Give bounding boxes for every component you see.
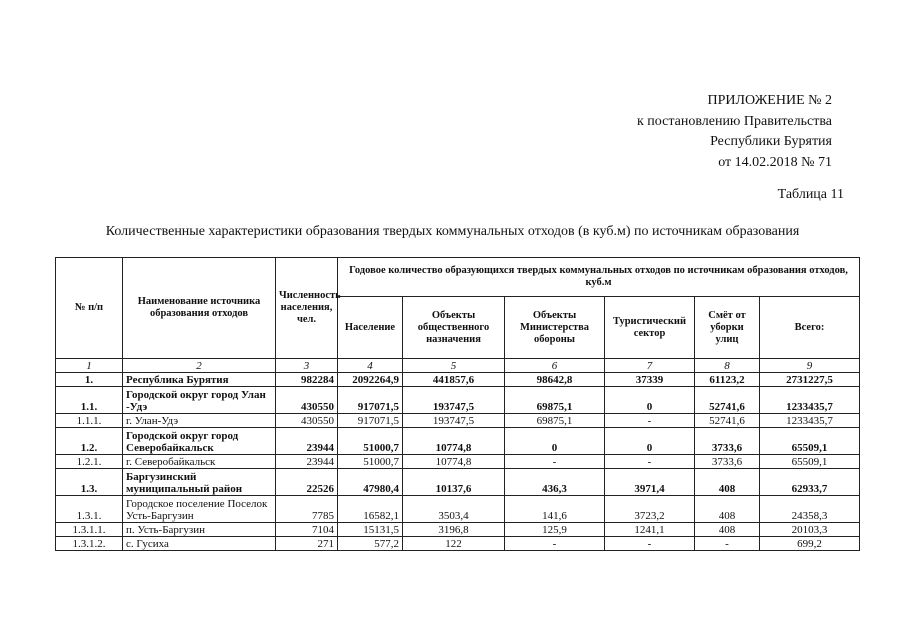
document-title: Количественные характеристики образования твердых коммунальных отходов (в куб.м) по источникам образования [105,224,800,239]
approval-line-4: от 14.02.2018 № 71 [718,154,832,170]
row-public: 3196,8 [403,523,505,537]
row-population: 7104 [276,523,338,537]
row-num: 1. [56,373,123,387]
row-public: 441857,6 [403,373,505,387]
row-defense: 125,9 [505,523,605,537]
row-total: 1233435,7 [760,414,860,428]
row-defense: 69875,1 [505,387,605,414]
row-defense: 141,6 [505,496,605,523]
header-source: Наименование источника образования отходов [123,258,276,359]
table-row [56,523,860,537]
row-street: 52741,6 [695,387,760,414]
table-number: Таблица 11 [777,187,844,202]
row-defense: - [505,537,605,551]
row-public: 122 [403,537,505,551]
row-total: 2731227,5 [760,373,860,387]
header-col-population: Население [338,297,403,359]
row-num: 1.1. [56,387,123,414]
row-street: 3733,6 [695,428,760,455]
row-tourism: - [605,414,695,428]
col-index: 1 [56,359,123,373]
row-public: 10774,8 [403,428,505,455]
col-index: 4 [338,359,403,373]
row-num: 1.3.1.1. [56,523,123,537]
row-public: 193747,5 [403,414,505,428]
row-defense: 436,3 [505,469,605,496]
row-public: 193747,5 [403,387,505,414]
row-name: Городское поселение Поселок Усть-Баргузин [123,496,276,523]
row-tourism: - [605,455,695,469]
row-num: 1.2. [56,428,123,455]
row-tourism: 0 [605,387,695,414]
row-residents: 51000,7 [338,428,403,455]
header-col-tourism: Туристический сектор [605,297,695,359]
row-residents: 2092264,9 [338,373,403,387]
row-num: 1.3.1. [56,496,123,523]
row-population: 271 [276,537,338,551]
table-row [56,469,860,496]
table-row [56,387,860,414]
row-name: п. Усть-Баргузин [123,523,276,537]
row-total: 20103,3 [760,523,860,537]
row-population: 23944 [276,455,338,469]
row-street: 408 [695,496,760,523]
col-index: 6 [505,359,605,373]
header-population: Численность населения, чел. [276,258,338,359]
row-street: 3733,6 [695,455,760,469]
row-defense: 69875,1 [505,414,605,428]
row-name: Городской округ город Северобайкальск [123,428,276,455]
header-col-defense: Объекты Министерства обороны [505,297,605,359]
column-index-row [56,359,860,373]
row-name: г. Северобайкальск [123,455,276,469]
row-residents: 51000,7 [338,455,403,469]
col-index: 8 [695,359,760,373]
row-defense: - [505,455,605,469]
row-name: г. Улан-Удэ [123,414,276,428]
header-row-1 [56,258,860,297]
row-tourism: 3971,4 [605,469,695,496]
row-street: 61123,2 [695,373,760,387]
row-total: 699,2 [760,537,860,551]
row-defense: 0 [505,428,605,455]
table-row [56,428,860,455]
row-tourism: 1241,1 [605,523,695,537]
row-residents: 577,2 [338,537,403,551]
row-defense: 98642,8 [505,373,605,387]
approval-block [637,91,832,173]
row-public: 3503,4 [403,496,505,523]
row-tourism: - [605,537,695,551]
row-num: 1.3.1.2. [56,537,123,551]
header-col-total: Всего: [760,297,860,359]
row-population: 982284 [276,373,338,387]
table-row [56,537,860,551]
row-total: 65509,1 [760,428,860,455]
table-row [56,414,860,428]
row-population: 22526 [276,469,338,496]
col-index: 9 [760,359,860,373]
row-residents: 917071,5 [338,387,403,414]
row-street: 408 [695,523,760,537]
row-name: Баргузинский муниципальный район [123,469,276,496]
row-population: 430550 [276,387,338,414]
row-num: 1.1.1. [56,414,123,428]
row-residents: 15131,5 [338,523,403,537]
approval-line-1: ПРИЛОЖЕНИЕ № 2 [707,93,832,108]
row-public: 10137,6 [403,469,505,496]
row-tourism: 37339 [605,373,695,387]
col-index: 7 [605,359,695,373]
row-public: 10774,8 [403,455,505,469]
row-total: 65509,1 [760,455,860,469]
table-row [56,455,860,469]
table-row [56,373,860,387]
row-num: 1.2.1. [56,455,123,469]
approval-line-2: к постановлению Правительства [636,113,832,129]
approval-line-3: Республики Бурятия [710,134,832,149]
row-residents: 16582,1 [338,496,403,523]
row-street: 408 [695,469,760,496]
row-tourism: 3723,2 [605,496,695,523]
waste-table [55,257,860,551]
row-residents: 917071,5 [338,414,403,428]
header-col-street: Смёт от уборки улиц [695,297,760,359]
row-name: Городской округ город Улан -Удэ [123,387,276,414]
row-num: 1.3. [56,469,123,496]
row-population: 7785 [276,496,338,523]
header-col-public: Объекты общественного назначения [403,297,505,359]
table-row [56,496,860,523]
row-total: 24358,3 [760,496,860,523]
col-index: 5 [403,359,505,373]
row-population: 430550 [276,414,338,428]
row-street: - [695,537,760,551]
header-annual-group: Годовое количество образующихся твердых коммунальных отходов по источникам образования отходов, куб.м [338,258,860,297]
col-index: 2 [123,359,276,373]
col-index: 3 [276,359,338,373]
header-num: № п/п [56,258,123,359]
row-total: 62933,7 [760,469,860,496]
row-name: Республика Бурятия [123,373,276,387]
row-residents: 47980,4 [338,469,403,496]
row-street: 52741,6 [695,414,760,428]
row-name: с. Гусиха [123,537,276,551]
row-population: 23944 [276,428,338,455]
row-total: 1233435,7 [760,387,860,414]
row-tourism: 0 [605,428,695,455]
